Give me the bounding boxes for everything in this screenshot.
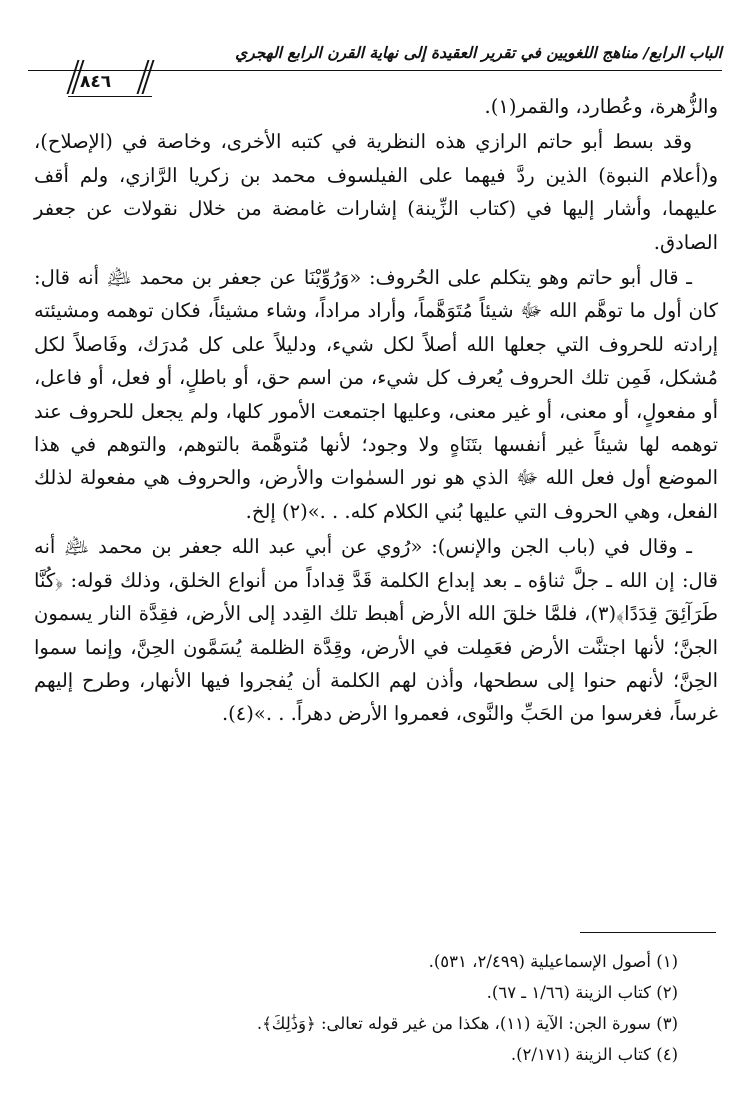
header-rule <box>28 70 722 71</box>
paragraph: وقد بسط أبو حاتم الرازي هذه النظرية في كتبه الأخرى، وخاصة في (الإصلاح)، و(أعلام النبوة) الذين ردَّ فيهما على الفيلسوف محمد بن زكريا الرَّازي، ولم أقف عليهما، وأشار إليها في (كتاب الزِّينة) إشارات غامضة من خلال نقولات عن جعفر الصادق. <box>34 130 718 254</box>
footnote: (١) أصول الإسماعيلية (٢/٤٩٩، ٥٣١). <box>428 952 678 971</box>
footnotes <box>34 946 718 1070</box>
page-number: ٨٤٦ <box>80 72 112 92</box>
footnote: (٤) كتاب الزينة (٢/١٧١). <box>510 1045 678 1064</box>
paragraph: ـ قال أبو حاتم وهو يتكلم على الحُروف: «وَرُوِّيْنَا عن جعفر بن محمد ﵇ أنه قال: كان أول ما توهَّم الله ﷻ شيئاً مُتَوَهَّماً، وأراد مراداً، وشاء مشيئاً، فكان توهمه ومشيئته إرادته للحروف التي جعلها الله أصلاً لكل شيء، ودليلاً على كل مُدرَك، وفَاصلاً لكل مُشكل، فَمِن تلك الحروف يُعرف كل شيء، من اسم حق، أو باطلٍ، أو فعل، أو فاعل، أو مفعولٍ، أو معنى، أو غير معنى، وعليها اجتمعت الأمور كلها، ولم يجعل للحروف عند توهمه لها شيئاً غير أنفسها بتَنَاهٍ ولا وجود؛ لأنها مُتوهَّمة بالتوهم، والتوهم في هذا الموضع أول فعل الله ﷻ الذي هو نور السمٰوات والأرض، والحروف هي مفعولة لذلك الفعل، وهي الحروف التي عليها بُني الكلام كله. . .»(٢) إلخ. <box>34 266 718 523</box>
footnote-separator <box>580 932 716 933</box>
footnote: (٣) سورة الجن: الآية (١١)، هكذا من غير قوله تعالى: ﴿وَذَٰلِكَ﴾. <box>256 1014 678 1033</box>
footnote: (٢) كتاب الزينة (١/٦٦ ـ ٦٧). <box>486 983 678 1002</box>
header-title: الباب الرابع/ مناهج اللغويين في تقرير العقيدة إلى نهاية القرن الرابع الهجري <box>235 44 722 62</box>
paragraph: ـ وقال في (باب الجن والإنس): «رُوي عن أبي عبد الله جعفر بن محمد ﵇ أنه قال: إن الله ـ جلَّ ثناؤه ـ بعد إبداع الكلمة قَدَّ قِداداً من أنواع الخلق، وذلك قوله: ﴿كُنَّا طَرَآئِقَ قِدَدًا﴾(٣)، فلمَّا خلقَ الله الأرض أهبط تلك القِدد إلى الأرض، فقِدَّة النار يسمون الجنَّ؛ لأنها اجتنَّت الأرض فعَمِلت في الأرض، وقِدَّة الظلمة يُسَمَّون الحِنَّ، وإنما سموا الحِنَّ؛ لأنهم حنوا إلى سطحها، وأذن لهم الكلمة أن يُفجروا فيها الأنهار، وطرح إليهم غرساً، فغرسوا من الحَبِّ والنَّوى، فعمروا الأرض دهراً. . .»(٤). <box>34 535 718 726</box>
body-text <box>34 90 718 733</box>
paragraph: والزُّهرة، وعُطارد، والقمر(١). <box>484 95 718 118</box>
